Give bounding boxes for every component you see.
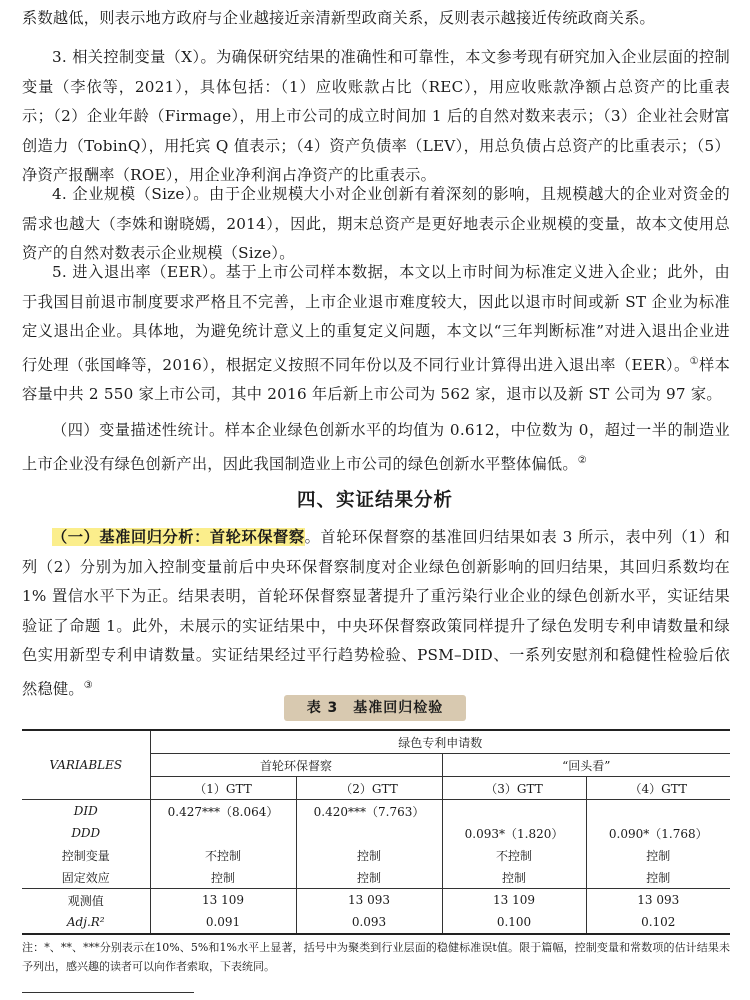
highlighted-subheading: （一）基准回归分析：首轮环保督察	[52, 528, 305, 546]
paragraph-government-relations: 系数越低，则表示地方政府与企业越接近亲清新型政商关系，反则表示越接近传统政商关系。	[22, 9, 655, 27]
column-header: （2）GTT	[296, 777, 442, 800]
row-label: 观测值	[22, 889, 150, 912]
row-label: 控制变量	[61, 848, 110, 863]
paragraph-control-variables: 3. 相关控制变量（X）。为确保研究结果的准确性和可靠性，本文参考现有研究加入企业层面的控制变量（李依等，2021），具体包括：（1）应收账款占比（REC），用应收账款净额占总资产的比重表示；（2）企业年龄（Firmage），用上市公司的成立时间加 1 后的自然对数来表示；（3）企业社会财富创造力（TobinQ），用托宾 Q 值表示；（4）资产负债率（LEV），用总负债占总资产的比重表示；（5）净资产报酬率（ROE），用企业净利润占净资产的比重表示。	[22, 48, 730, 184]
table-header-row	[22, 730, 730, 754]
table-cell: 0.427***（8.064）	[150, 800, 296, 823]
table-cell: 0.093	[296, 911, 442, 934]
table-cell	[150, 822, 296, 844]
table-row	[22, 911, 730, 934]
table-cell: 控制	[150, 866, 296, 889]
group-header: 绿色专利申请数	[150, 730, 730, 754]
table-cell: 13 093	[586, 889, 730, 912]
table-note: 注：*、**、***分别表示在10%、5%和1%水平上显著，括号中为聚类到行业层面的稳健标准误t值。限于篇幅，控制变量和常数项的估计结果未予列出，感兴趣的读者可以向作者索取，下表统同。	[22, 941, 730, 973]
row-label: Adj.R²	[22, 911, 150, 934]
table-cell: 控制	[296, 844, 442, 866]
table-row	[22, 822, 730, 844]
footnote-marker-3[interactable]: ③	[83, 679, 93, 691]
table-cell: 13 093	[296, 889, 442, 912]
subgroup-header-lookback: “回头看”	[442, 754, 730, 777]
row-label: DID	[22, 800, 150, 823]
table-row	[22, 800, 730, 823]
table-cell: 0.102	[586, 911, 730, 934]
table-row	[22, 844, 730, 866]
stub-header: VARIABLES	[22, 730, 150, 800]
table-cell: 13 109	[442, 889, 586, 912]
column-header: （1）GTT	[150, 777, 296, 800]
table-cell: 0.093*（1.820）	[442, 822, 586, 844]
table-row	[22, 866, 730, 889]
table-cell: 不控制	[442, 844, 586, 866]
table-caption: 表 3 基准回归检验	[284, 695, 466, 721]
table-cell: 控制	[586, 844, 730, 866]
regression-table	[22, 729, 730, 935]
footnote-divider	[22, 992, 194, 993]
column-header: （4）GTT	[586, 777, 730, 800]
paragraph-firm-size: 4. 企业规模（Size）。由于企业规模大小对企业创新有着深刻的影响，且规模越大的企业对资金的需求也越大（李姝和谢晓嫣，2014），因此，期末总资产是更好地表示企业规模的变量，故本文使用总资产的自然对数表示企业规模（Size）。	[22, 185, 730, 262]
table-cell: 控制	[296, 866, 442, 889]
table-cell: 不控制	[150, 844, 296, 866]
footnote-marker-1[interactable]: ①	[689, 355, 699, 367]
table-cell	[296, 822, 442, 844]
footnote-marker-2[interactable]: ②	[577, 454, 587, 466]
column-header: （3）GTT	[442, 777, 586, 800]
table-cell	[586, 800, 730, 823]
table-cell: 控制	[586, 866, 730, 889]
subgroup-header-first-round: 首轮环保督察	[150, 754, 442, 777]
table-cell: 0.090*（1.768）	[586, 822, 730, 844]
row-label: DDD	[71, 826, 101, 840]
table-cell: 控制	[442, 866, 586, 889]
row-label: 固定效应	[61, 870, 110, 885]
section-title: 四、实证结果分析	[296, 490, 453, 511]
table-cell: 0.091	[150, 911, 296, 934]
table-cell: 13 109	[150, 889, 296, 912]
paragraph-entry-exit-rate: 5. 进入退出率（EER）。基于上市公司样本数据，本文以上市时间为标准定义进入企业；此外，由于我国目前退市制度要求严格且不完善，上市企业退市难度较大，因此以退市时间或新 ST 企业为标准定义退出企业。具体地，为避免统计意义上的重复定义问题，本文以“三年判断标准”对进入退出企业进行处理（张国峰等，2016），根据定义按照不同年份以及不同行业计算得出进入退出率（EER）。①样本容量中共 2 550 家上市公司，其中 2016 年后新上市公司为 562 家，退市以及新 ST 公司为 97 家。	[22, 263, 731, 403]
table-row	[22, 889, 730, 912]
paragraph-descriptive-stats: （四）变量描述性统计。样本企业绿色创新水平的均值为 0.612，中位数为 0，超过一半的制造业上市企业没有绿色创新产出，因此我国制造业上市公司的绿色创新水平整体偏低。②	[22, 421, 730, 473]
table-cell: 0.420***（7.763）	[296, 800, 442, 823]
table-cell	[442, 800, 586, 823]
paragraph-baseline-regression: （一）基准回归分析：首轮环保督察。首轮环保督察的基准回归结果如表 3 所示，表中列（1）和列（2）分别为加入控制变量前后中央环保督察制度对企业绿色创新影响的回归结果，其回归系数均在 1% 置信水平下为正。结果表明，首轮环保督察显著提升了重污染行业企业的绿色创新水平，实证结果验证了命题 1。此外，未展示的实证结果中，中央环保督察政策同样提升了绿色发明专利申请数量和绿色实用新型专利申请数量。实证结果经过平行趋势检验、PSM–DID、一系列安慰剂和稳健性检验后依然稳健。③	[22, 528, 731, 698]
table-cell: 0.100	[442, 911, 586, 934]
